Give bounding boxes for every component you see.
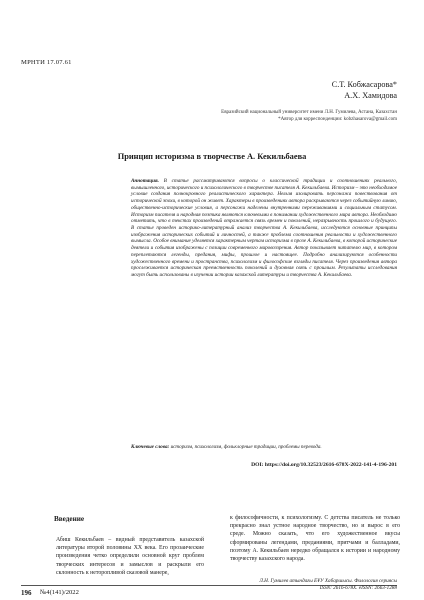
doi-link[interactable]: DOI: https://doi.org/10.32523/2616-678X-2022-141-4-196-201 (251, 462, 397, 468)
keywords-label: Ключевые слова: (131, 444, 170, 450)
mrnti-code: МРНТИ 17.07.61 (21, 59, 72, 66)
issue-number: №4(141)/2022 (40, 589, 79, 596)
journal-info (259, 578, 397, 592)
corresponding-author: *Автор для корреспонденции: kobzhasarova@gmail.com (278, 116, 397, 122)
affiliation: Евразийский национальный университет имени Л.Н. Гумилева, Астана, Казахстан (221, 110, 397, 115)
body-column-left: Абиш Кекильбаев – видный представитель казахской литературы второй половины XX века. Его прозаические произведения четко определили основной круг проблем творческих интересов и замыслов и раскрыли его склонность к неторопливой сказовой манере, (56, 537, 204, 576)
page-number: 196 (21, 589, 32, 597)
affiliation-block (221, 110, 397, 123)
journal-title: Л.Н. Гумилев атындағы ЕҰУ Хабаршысы. Филология сериясы (259, 578, 397, 584)
abstract-text: В статье рассматриваются вопросы о классической традиции и соотношениях реального, вымышленного, исторического и психологического в творчестве писателя А. Кекильбаева. Историзм – это необходимое условие создания полнокровного реалистического характера. Нельзя изолировать персонажа повествования от исторической эпохи, в которой он живет. Характеры в произведениях автора раскрываются через событийную линию, общественно-исторические условия, а персонажи наделены внутренними переживаниями и социальным статусом. Историзм писателя и народная поэтика являются ключевыми в понимании художественного мира автора. Необходимо отметить, что в текстах произведений отражается связь времен и поколений, неразрывность прошлого и будущего. В статье проведен историко-литературный анализ творчества А. Кекильбаева, исследуются основные принципы изображения исторических событий и личностей, а также проблема соотношения реальности и художественного вымысла. Особое внимание уделяется характерным чертам историзма в прозе А. Кекильбаева, в которой исторические деятели и события изображены с позиции современного мировоззрения. Автор показывает читателю мир, в котором переплетаются легенды, предания, мифы, прошлое и настоящее. Подробно анализируются особенности художественного времени и пространства, психологизм и философские взгляды писателя. Через произведения автора прослеживается историческая преемственность поколений и духовная связь с прошлым. Результаты исследования могут быть использованы в изучении истории казахской литературы и творчества А. Кекильбаева. (131, 178, 397, 279)
section-heading: Введение (54, 515, 85, 523)
abstract-label: Аннотация. (131, 178, 159, 184)
abstract (131, 178, 397, 279)
author-name: А.Х. Хамидова (344, 90, 397, 100)
author-name: С.Т. Кобжасарова* (331, 80, 397, 89)
journal-issn: ISSN: 2616-678X. eISSN: 2663-1288 (319, 585, 397, 591)
keywords (131, 444, 397, 451)
keywords-text: историзм, психологизм, фольклорные традиции, проблемы перевода. (170, 444, 322, 450)
body-column-right: к философичности, к психологизму. С детства писатель не только прекрасно знал устное народное творчество, но и вырос в его среде. Можно сказать, что его художественное вкусы сформированы легендами, преданиями, притчами и балладами, поэтому А. Кекильбаев нередко обращался к истории и народному творчеству казахского народа. (230, 515, 400, 563)
article-title: Принцип историзма в творчестве А. Кекильбаева (117, 152, 307, 161)
authors-block (332, 80, 397, 101)
